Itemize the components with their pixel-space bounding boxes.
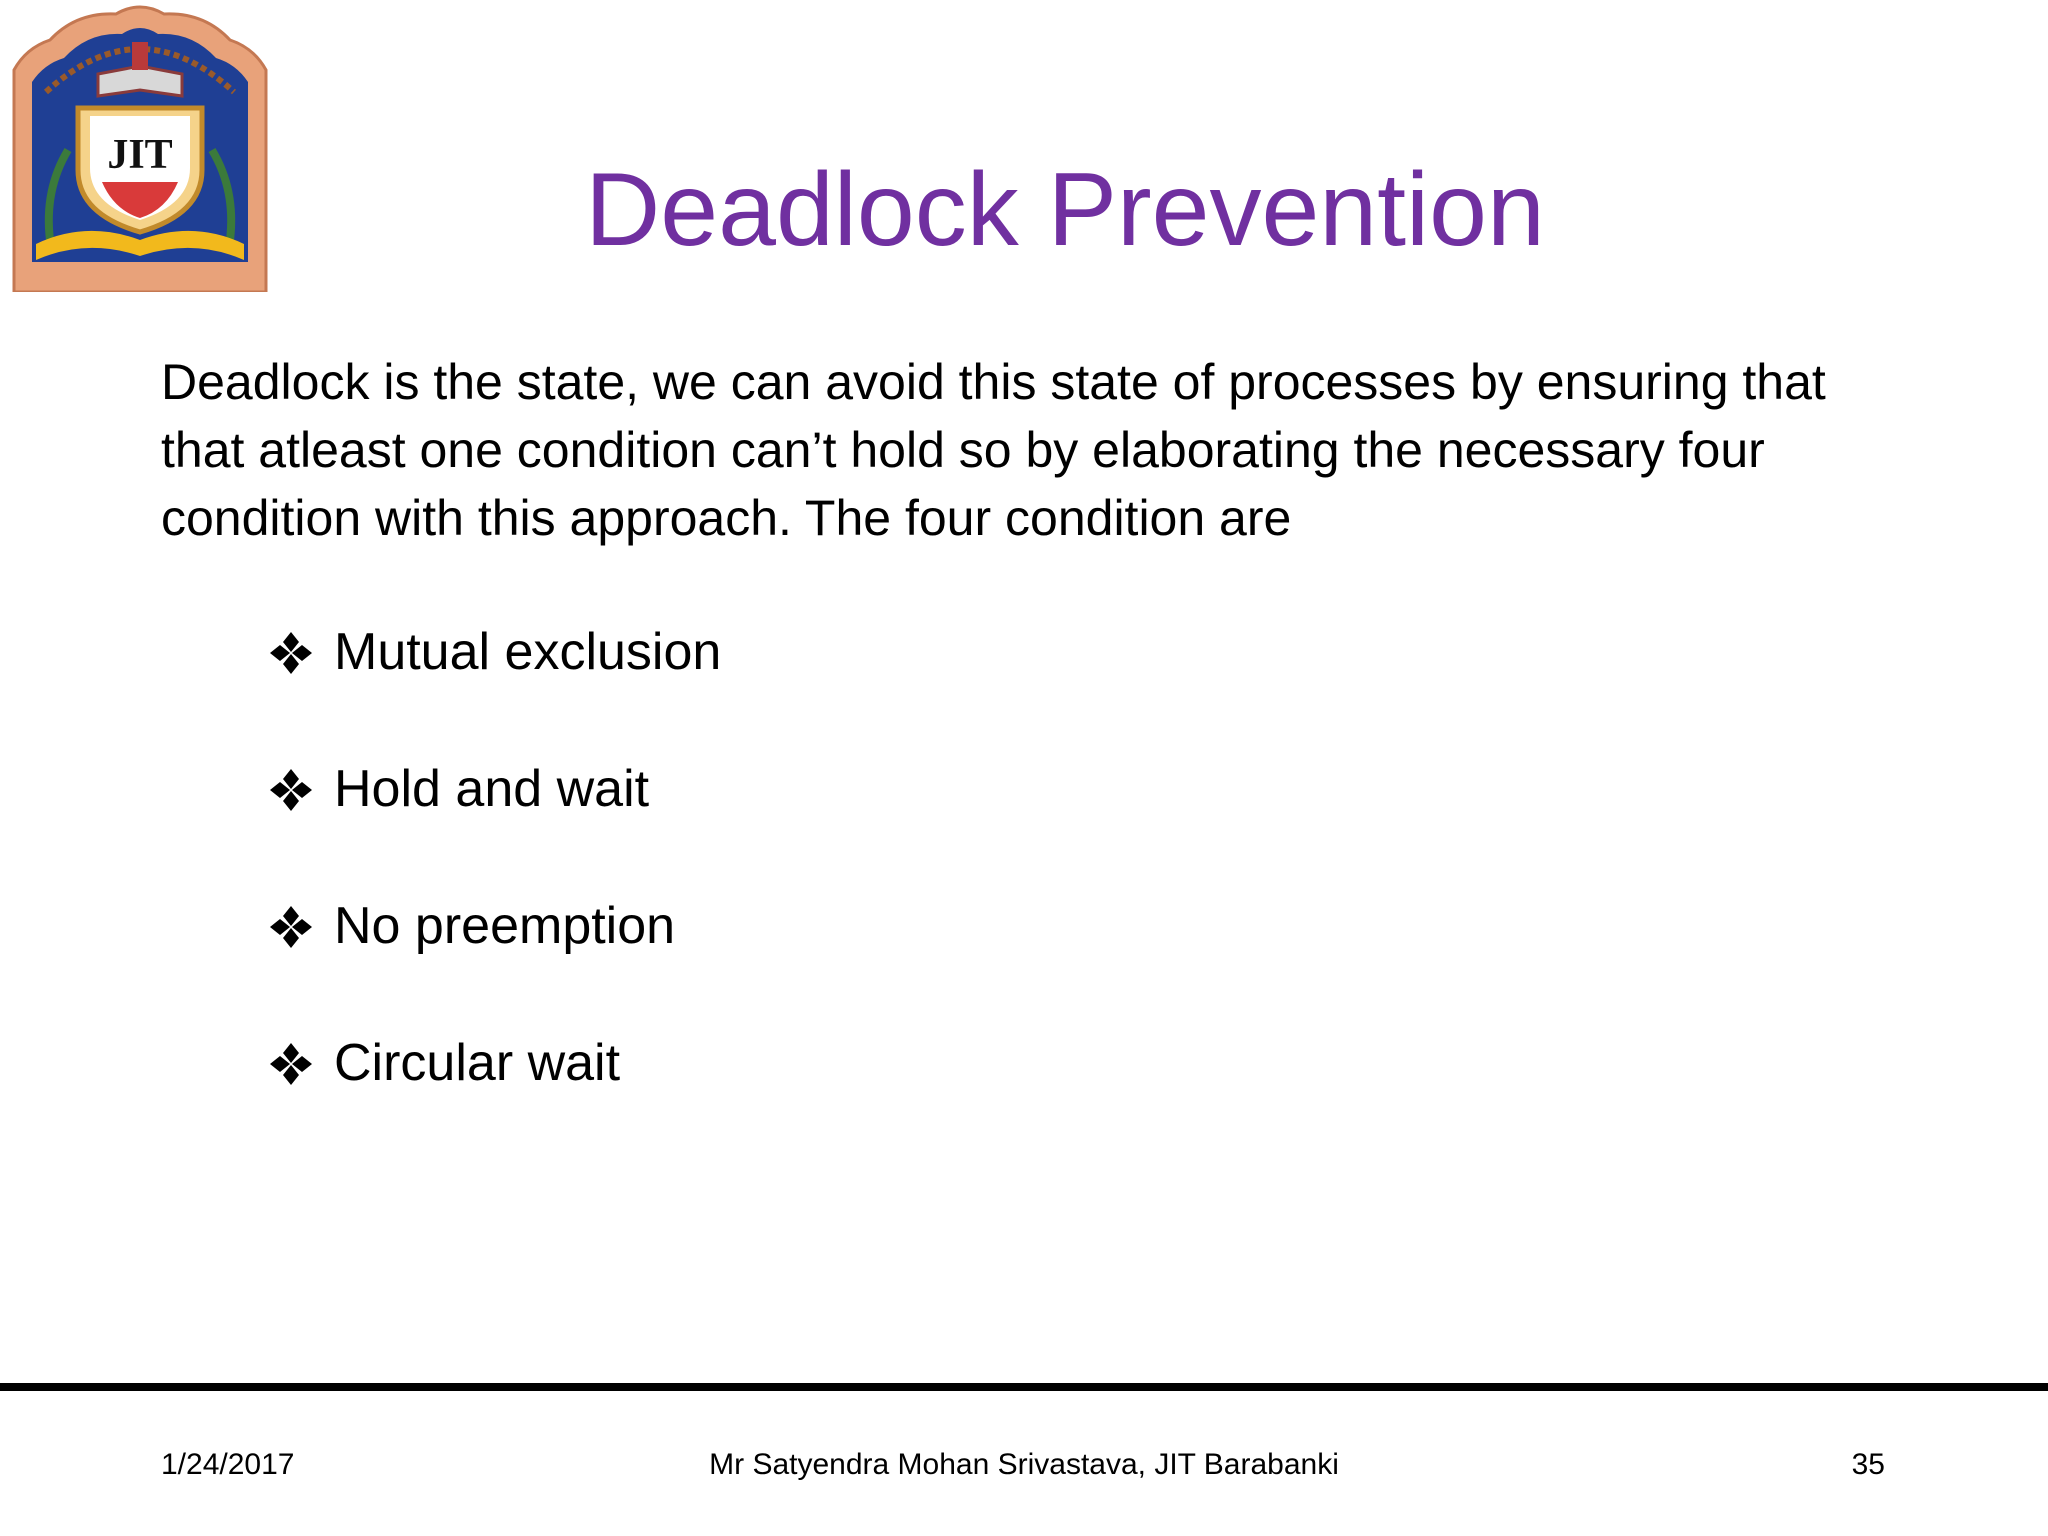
- logo-lettering: JIT: [107, 132, 173, 178]
- list-item: [268, 1029, 721, 1166]
- intro-line: Deadlock is the state, we can avoid this state of processes by ensuring that: [161, 354, 1826, 410]
- condition-text: Mutual exclusion: [334, 623, 722, 681]
- intro-line: that atleast one condition can’t hold so by elaborating the necessary four: [161, 422, 1765, 478]
- condition-text: Circular wait: [334, 1034, 621, 1092]
- intro-paragraph: [161, 348, 1921, 552]
- four-diamond-bullet-icon: [268, 630, 314, 676]
- footer-divider: [0, 1383, 2048, 1391]
- intro-line: condition with this approach. The four condition are: [161, 490, 1292, 546]
- four-diamond-bullet-icon: [268, 904, 314, 950]
- condition-text: Hold and wait: [334, 760, 650, 818]
- footer-author: Mr Satyendra Mohan Srivastava, JIT Barabanki: [709, 1448, 1339, 1481]
- conditions-list: [268, 618, 721, 1166]
- slide-title: Deadlock Prevention: [585, 152, 1545, 268]
- list-item: [268, 892, 721, 1029]
- list-item: [268, 618, 721, 755]
- page-number: 35: [1851, 1448, 1885, 1481]
- four-diamond-bullet-icon: [268, 1041, 314, 1087]
- footer-date: 1/24/2017: [161, 1448, 295, 1481]
- condition-text: No preemption: [334, 897, 676, 955]
- jit-logo: [6, 0, 274, 292]
- four-diamond-bullet-icon: [268, 767, 314, 813]
- list-item: [268, 755, 721, 892]
